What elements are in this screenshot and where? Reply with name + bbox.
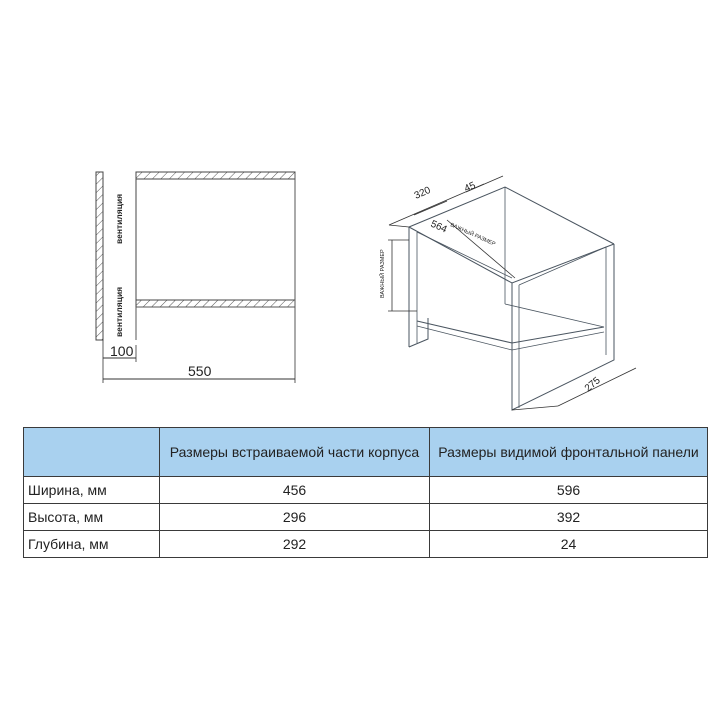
isometric-cabinet xyxy=(409,184,614,410)
header-front-panel: Размеры видимой фронтальной панели xyxy=(430,428,708,477)
dim-564: 564 xyxy=(428,218,449,236)
dim-total-depth: 550 xyxy=(188,363,212,379)
row-label: Ширина, мм xyxy=(24,477,160,504)
cell-built-in: 292 xyxy=(160,531,430,558)
header-built-in: Размеры встраиваемой части корпуса xyxy=(160,428,430,477)
vent-label-top: вентиляция xyxy=(114,193,124,244)
important-size-label: ВАЖНЫЙ РАЗМЕР xyxy=(449,222,497,248)
row-label: Высота, мм xyxy=(24,504,160,531)
row-label: Глубина, мм xyxy=(24,531,160,558)
top-shelf xyxy=(136,172,295,179)
bottom-shelf xyxy=(136,300,295,307)
top-back-edge xyxy=(409,184,614,244)
cell-front-panel: 596 xyxy=(430,477,708,504)
dimensions-table xyxy=(23,427,708,558)
header-blank xyxy=(24,428,160,477)
dim-275: 275 xyxy=(582,375,603,395)
dim-320: 320 xyxy=(412,184,433,202)
cell-built-in: 296 xyxy=(160,504,430,531)
cell-built-in: 456 xyxy=(160,477,430,504)
cell-front-panel: 392 xyxy=(430,504,708,531)
table-row xyxy=(24,531,708,558)
cell-front-panel: 24 xyxy=(430,531,708,558)
bottom-shelf-iso xyxy=(417,321,604,343)
dim-45: 45 xyxy=(462,180,478,195)
important-size-label-vertical: ВАЖНЫЙ РАЗМЕР xyxy=(380,249,386,298)
side-section-view xyxy=(96,172,295,383)
back-wall xyxy=(96,172,103,340)
table-row xyxy=(24,477,708,504)
vent-label-bottom: вентиляция xyxy=(114,286,124,337)
table-row xyxy=(24,504,708,531)
dim-vent-depth: 100 xyxy=(110,343,134,359)
table-header-row xyxy=(24,428,708,477)
